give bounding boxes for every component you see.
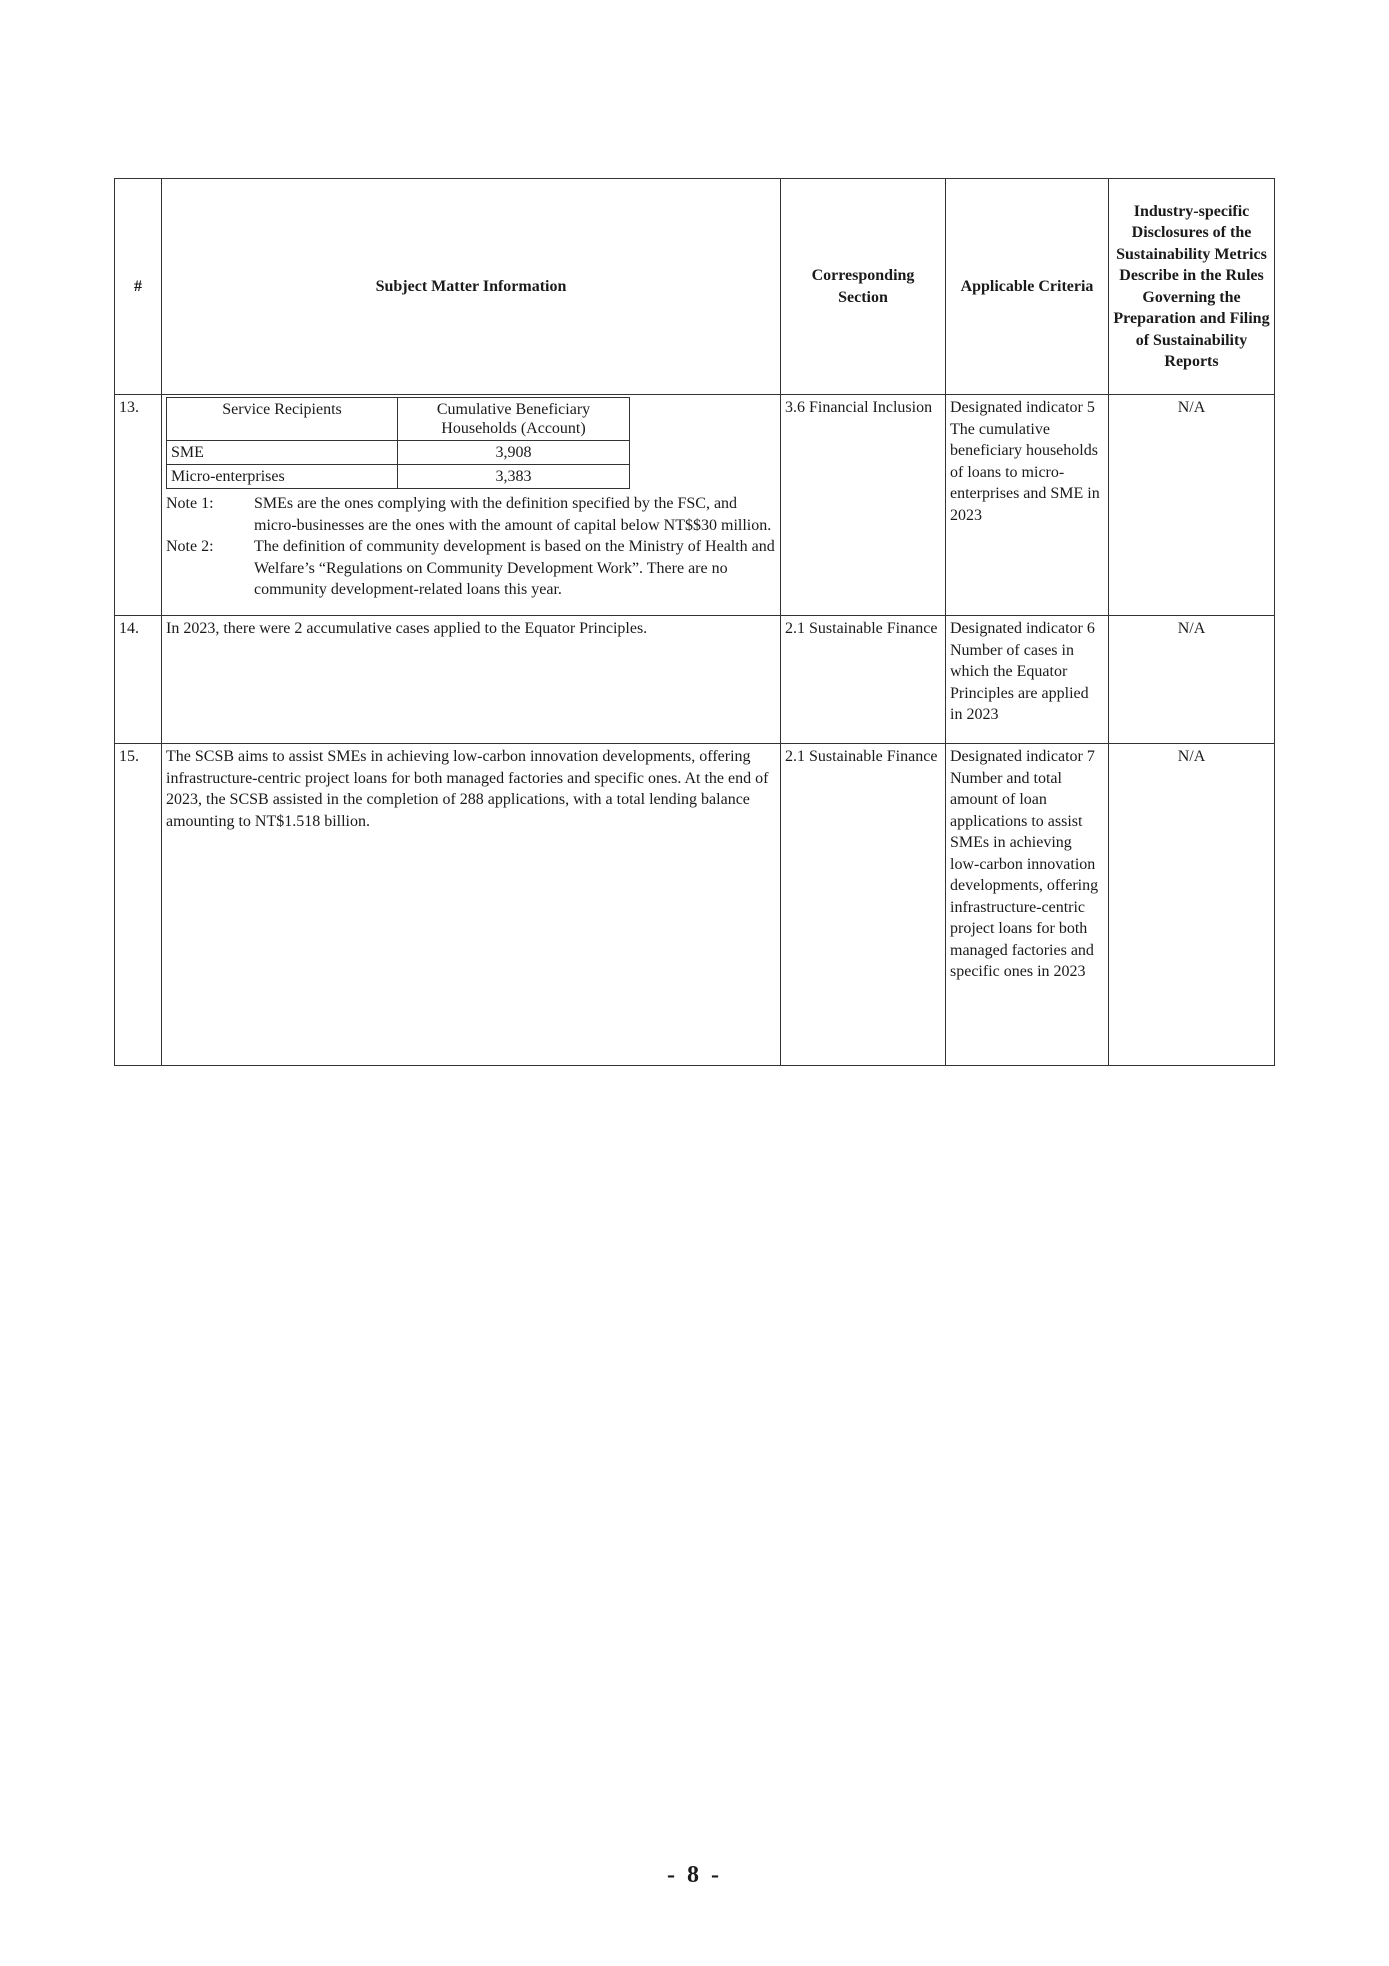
beneficiary-label: SME bbox=[167, 441, 398, 465]
beneficiary-header-row bbox=[167, 398, 630, 441]
note-label: Note 2: bbox=[166, 538, 214, 555]
header-applicable-criteria: Applicable Criteria bbox=[946, 179, 1109, 395]
header-industry-disclosures: Industry-specific Disclosures of the Sustainability Metrics Describe in the Rules Governing the Preparation and Filing of Sustainability Reports bbox=[1109, 179, 1275, 395]
row-industry: N/A bbox=[1109, 744, 1275, 1066]
beneficiary-row bbox=[167, 441, 630, 465]
beneficiary-table bbox=[166, 397, 630, 489]
page-number: - 8 - bbox=[667, 1862, 722, 1888]
beneficiary-label: Micro-enterprises bbox=[167, 465, 398, 489]
table-row bbox=[115, 616, 1275, 744]
note-text: SMEs are the ones complying with the definition specified by the FSC, and micro-businesses are the ones with the amount of capital below NT$$30 million. bbox=[254, 495, 772, 534]
beneficiary-header-recipients: Service Recipients bbox=[167, 398, 398, 441]
beneficiary-row bbox=[167, 465, 630, 489]
row-industry: N/A bbox=[1109, 395, 1275, 616]
beneficiary-header-households: Cumulative Beneficiary Households (Account) bbox=[398, 398, 630, 441]
disclosure-table bbox=[114, 178, 1275, 1066]
row-subject: In 2023, there were 2 accumulative cases applied to the Equator Principles. bbox=[162, 616, 781, 744]
row-section: 3.6 Financial Inclusion bbox=[781, 395, 946, 616]
row-industry: N/A bbox=[1109, 616, 1275, 744]
row-subject: The SCSB aims to assist SMEs in achieving low-carbon innovation developments, offering infrastructure-centric project loans for both managed factories and specific ones. At the end of 2023, the SCSB assisted in the completion of 288 applications, with a total lending balance amounting to NT$1.518 billion. bbox=[162, 744, 781, 1066]
beneficiary-value: 3,383 bbox=[398, 465, 630, 489]
table-row bbox=[115, 744, 1275, 1066]
note-1 bbox=[166, 493, 776, 536]
row-criteria: Designated indicator 7 Number and total amount of loan applications to assist SMEs in achieving low-carbon innovation developments, offering infrastructure-centric project loans for both managed factories and specific ones in 2023 bbox=[946, 744, 1109, 1066]
header-subject-matter: Subject Matter Information bbox=[162, 179, 781, 395]
row-number: 15. bbox=[115, 744, 162, 1066]
note-label: Note 1: bbox=[166, 495, 214, 512]
header-number: # bbox=[115, 179, 162, 395]
beneficiary-value: 3,908 bbox=[398, 441, 630, 465]
row-subject bbox=[162, 395, 781, 616]
table-header-row bbox=[115, 179, 1275, 395]
note-text: The definition of community development is based on the Ministry of Health and Welfare’s “Regulations on Community Development Work”. There are no community development-related loans this year. bbox=[254, 538, 775, 598]
header-corresponding-section: Corresponding Section bbox=[781, 179, 946, 395]
note-2 bbox=[166, 536, 776, 601]
row-criteria: Designated indicator 6 Number of cases in which the Equator Principles are applied in 2023 bbox=[946, 616, 1109, 744]
row-number: 14. bbox=[115, 616, 162, 744]
row-number: 13. bbox=[115, 395, 162, 616]
row-criteria: Designated indicator 5 The cumulative beneficiary households of loans to micro-enterprises and SME in 2023 bbox=[946, 395, 1109, 616]
table-row bbox=[115, 395, 1275, 616]
row-section: 2.1 Sustainable Finance bbox=[781, 616, 946, 744]
row-section: 2.1 Sustainable Finance bbox=[781, 744, 946, 1066]
